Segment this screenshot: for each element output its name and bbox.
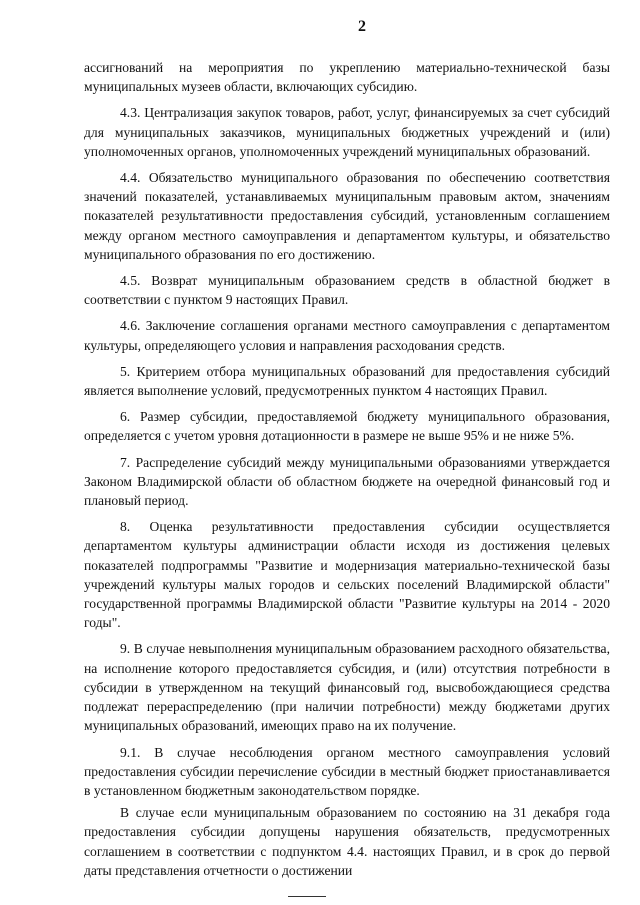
paragraph-4-3: 4.3. Централизация закупок товаров, работ, услуг, финансируемых за счет субсидий для муниципальных заказчиков, муниципальных бюджетных учреждений и (или) уполномоченных органов, уполномоченных учреждений муниципальных образований. (84, 105, 610, 159)
paragraph-7: 7. Распределение субсидий между муниципальными образованиями утверждается Законом Владимирской области об областном бюджете на очередной финансовый год и плановый период. (84, 454, 610, 509)
paragraph-8: 8. Оценка результативности предоставления субсидии осуществляется департаментом культуры администрации области исходя из достижения целевых показателей подпрограммы "Развитие и модернизация материально-технической базы учреждений культуры малых городов и сельских поселений Владимирской области" государственной программы Владимирской области "Развитие культуры на 2014 - 2020 годы". (84, 519, 610, 631)
paragraph-4-4: 4.4. Обязательство муниципального образования по обеспечению соответствия значений показателей, устанавливаемых муниципальным правовым актом, значениям показателей результативности предоставления субсидий, установленным соглашением между органом местного самоуправления и департаментом культуры, и обязательство муниципального образования по его достижению. (84, 170, 610, 262)
paragraph-9-1-continued: В случае если муниципальным образованием по состоянию на 31 декабря года предоставления субсидии допущены нарушения обязательств, предусмотренных соглашением в соответствии с подпунктом 4.4. настоящих Правил, и в срок до первой даты представления отчетности о достижении (84, 805, 610, 878)
paragraph-continuation: ассигнований на мероприятия по укреплению материально-технической базы муниципальных музеев области, включающих субсидию. (84, 60, 610, 95)
paragraph-9: 9. В случае невыполнения муниципальным образованием расходного обязательства, на исполнение которого предоставляется субсидия, и (или) отсутствия потребности в субсидии в утвержденном на текущий финансовый год, высвобождающиеся средства подлежат перераспределению (при наличии потребности) между бюджетами других муниципальных образований, имеющих право на их получение. (84, 641, 610, 734)
paragraph-5: 5. Критерием отбора муниципальных образований для предоставления субсидий является выполнение условий, предусмотренных пунктом 4 настоящих Правил. (84, 363, 610, 399)
footer-divider (288, 896, 326, 897)
paragraph-4-5: 4.5. Возврат муниципальным образованием средств в областной бюджет в соответствии с пунктом 9 настоящих Правил. (84, 273, 610, 308)
page-number: 2 (358, 18, 366, 35)
paragraph-6: 6. Размер субсидии, предоставляемой бюджету муниципального образования, определяется с учетом уровня дотационности в размере не выше 95% и не ниже 5%. (84, 409, 610, 444)
paragraph-4-6: 4.6. Заключение соглашения органами местного самоуправления с департаментом культуры, определяющего условия и направления расходования средств. (84, 318, 610, 353)
paragraph-9-1: 9.1. В случае несоблюдения органом местного самоуправления условий предоставления субсидии перечисление субсидии в местный бюджет приостанавливается в установленном бюджетным законодательством порядке. (84, 744, 610, 798)
